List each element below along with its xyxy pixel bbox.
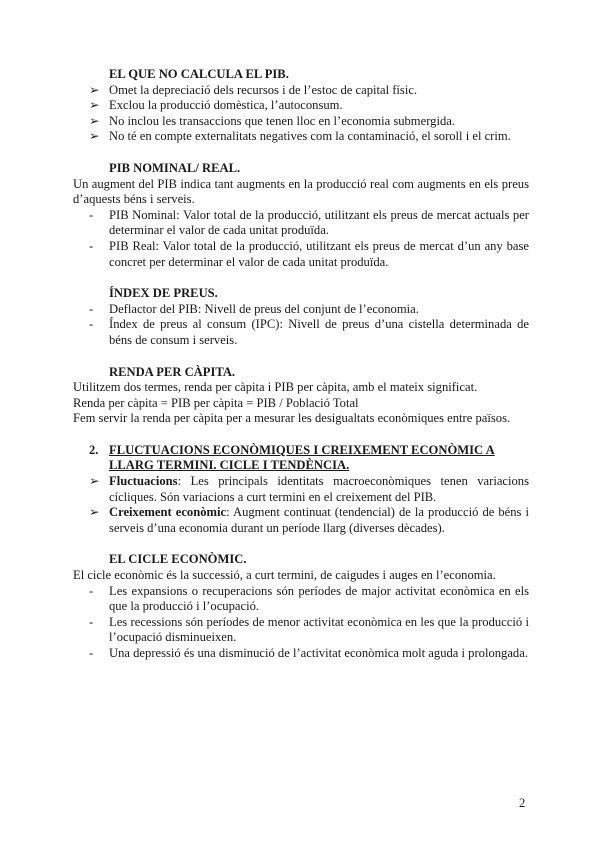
paragraph-renda-1: Utilitzem dos termes, renda per càpita i PIB per càpita, amb el mateix significat.	[73, 380, 478, 395]
arrow-bullet-icon: ➢	[89, 474, 100, 489]
list-item: - Les recessions són períodes de menor activitat econòmica en les que la producció i l’ocupació disminueixen.	[89, 614, 529, 645]
dash-bullet: -	[89, 301, 94, 316]
heading-renda: RENDA PER CÀPITA.	[109, 364, 236, 379]
list-item: ➢ No té en compte externalitats negatives com la contaminació, el soroll i el crim.	[89, 129, 511, 144]
list-item: ➢ Creixement econòmic: Augment continuat (tendencial) de la producció de béns i serveis d’una economia durant un període llarg (diverses dècades).	[89, 505, 530, 535]
list-item: - Índex de preus al consum (IPC): Nivell de preus d’una cistella determinada de béns de consum i serveis.	[89, 317, 529, 347]
paragraph-renda-3: Fem servir la renda per càpita per a mesurar les desigualtats econòmiques entre països.	[73, 411, 511, 426]
arrow-bullet-icon: ➢	[89, 82, 100, 97]
section-2-title: 2. FLUCTUACIONS ECONÒMIQUES I CREIXEMENT ECONÒMIC A LLARG TERMINI. CICLE I TENDÈNCIA.	[89, 442, 495, 473]
heading-index: ÍNDEX DE PREUS.	[109, 286, 218, 301]
list-item: - PIB Real: Valor total de la producció, utilitzant els preus de mercat d’un any base concret per determinar el valor de cada unitat produïda.	[89, 238, 529, 269]
dash-bullet: -	[89, 238, 94, 253]
list-item: ➢ Fluctuacions: Les principals identitats macroeconòmiques tenen variacions cícliques. Són variacions a curt termini en el creixement del PIB.	[89, 474, 529, 504]
list-pib-nominal	[73, 208, 529, 270]
list-cicle	[73, 584, 529, 662]
section-2-number: 2.	[89, 442, 99, 457]
heading-pib-nominal: PIB NOMINAL/ REAL.	[109, 160, 241, 175]
list-item: - Deflactor del PIB: Nivell de preus del conjunt de l’economia.	[89, 301, 419, 316]
dash-bullet: -	[89, 646, 94, 660]
dash-bullet: -	[89, 583, 94, 598]
list-item: - PIB Nominal: Valor total de la producció, utilitzant els preus de mercat actuals per determinar el valor de cada unitat produïda.	[89, 207, 529, 238]
page-number: 2	[519, 796, 526, 810]
term-creixement: Creixement econòmic	[109, 505, 227, 520]
list-item: - Una depressió és una disminució de l’activitat econòmica molt aguda i prolongada.	[89, 646, 528, 660]
paragraph-renda-2: Renda per càpita = PIB per càpita = PIB / Població Total	[73, 395, 359, 410]
dash-bullet: -	[89, 614, 94, 629]
arrow-bullet-icon: ➢	[89, 505, 100, 520]
list-item: ➢ No inclou les transaccions que tenen lloc en l’economia submergida.	[89, 113, 455, 128]
arrow-bullet-icon: ➢	[89, 113, 100, 128]
list-item: ➢ Omet la depreciació dels recursos i de l’estoc de capital físic.	[89, 82, 418, 97]
list-item: - Les expansions o recuperacions són períodes de major activitat econòmica en els que la producció i l’ocupació.	[89, 583, 529, 614]
list-index	[73, 302, 529, 349]
list-section-2	[73, 474, 529, 536]
paragraph-pib-nominal: Un augment del PIB indica tant augments en la producció real com augments en els preus d’aquests béns i serveis.	[73, 176, 529, 207]
paragraph-cicle: El cicle econòmic és la successió, a curt termini, de caigudes i auges en l’economia.	[73, 568, 496, 583]
heading-pib-not: EL QUE NO CALCULA EL PIB.	[109, 67, 289, 81]
heading-cicle: EL CICLE ECONÒMIC.	[109, 552, 247, 567]
term-fluctuacions: Fluctuacions	[109, 474, 178, 489]
list-item: ➢ Exclou la producció domèstica, l’autoconsum.	[89, 98, 343, 113]
arrow-bullet-icon: ➢	[89, 129, 100, 144]
list-pib-not	[73, 83, 529, 145]
arrow-bullet-icon: ➢	[89, 98, 100, 113]
document-page	[73, 67, 529, 662]
dash-bullet: -	[89, 207, 94, 222]
dash-bullet: -	[89, 317, 94, 332]
